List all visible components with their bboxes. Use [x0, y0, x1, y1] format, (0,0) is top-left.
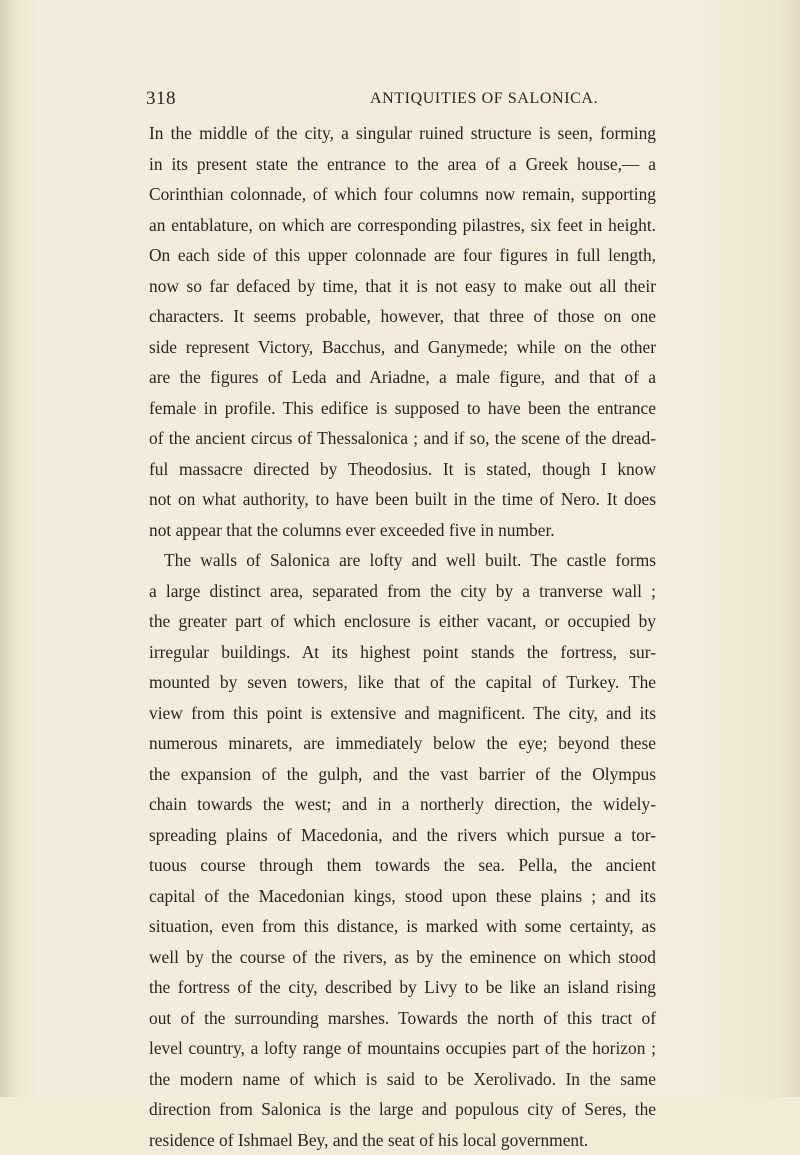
running-head: [0, 88, 800, 112]
text-line: In the middle of the city, a singular ruined structure is seen, forming: [149, 118, 656, 149]
text-line: mounted by seven towers, like that of the capital of Turkey. The: [149, 667, 656, 698]
text-line: of the ancient circus of Thessalonica ; and if so, the scene of the dread-: [149, 423, 656, 454]
text-line: side represent Victory, Bacchus, and Ganymede; while on the other: [149, 332, 656, 363]
spine-shadow: [0, 0, 18, 1097]
text-line: are the figures of Leda and Ariadne, a male figure, and that of a: [149, 362, 656, 393]
text-line: not on what authority, to have been built in the time of Nero. It does: [149, 484, 656, 515]
text-line: well by the course of the rivers, as by the eminence on which stood: [149, 942, 656, 973]
text-line: out of the surrounding marshes. Towards the north of this tract of: [149, 1003, 656, 1034]
text-line: the modern name of which is said to be Xerolivado. In the same: [149, 1064, 656, 1095]
text-line: residence of Ishmael Bey, and the seat of his local government.: [149, 1125, 656, 1155]
text-line: chain towards the west; and in a northerly direction, the widely-: [149, 789, 656, 820]
page-number: 318: [146, 88, 176, 110]
text-line: a large distinct area, separated from the city by a tranverse wall ;: [149, 576, 656, 607]
running-title: ANTIQUITIES OF SALONICA.: [370, 90, 598, 108]
text-line: the greater part of which enclosure is either vacant, or occupied by: [149, 606, 656, 637]
text-line: direction from Salonica is the large and populous city of Seres, the: [149, 1094, 656, 1125]
text-line: situation, even from this distance, is marked with some certainty, as: [149, 911, 656, 942]
text-line: characters. It seems probable, however, that three of those on one: [149, 301, 656, 332]
text-line: ful massacre directed by Theodosius. It is stated, though I know: [149, 454, 656, 485]
text-line: in its present state the entrance to the area of a Greek house,— a: [149, 149, 656, 180]
text-line: The walls of Salonica are lofty and well built. The castle forms: [149, 545, 656, 576]
text-line: spreading plains of Macedonia, and the rivers which pursue a tor-: [149, 820, 656, 851]
text-line: not appear that the columns ever exceeded five in number.: [149, 515, 656, 546]
text-line: tuous course through them towards the sea. Pella, the ancient: [149, 850, 656, 881]
body-text: [149, 118, 656, 1155]
text-line: numerous minarets, are immediately below the eye; beyond these: [149, 728, 656, 759]
text-line: view from this point is extensive and magnificent. The city, and its: [149, 698, 656, 729]
text-line: On each side of this upper colonnade are four figures in full length,: [149, 240, 656, 271]
text-line: irregular buildings. At its highest point stands the fortress, sur-: [149, 637, 656, 668]
text-line: capital of the Macedonian kings, stood upon these plains ; and its: [149, 881, 656, 912]
text-line: Corinthian colonnade, of which four columns now remain, supporting: [149, 179, 656, 210]
text-line: an entablature, on which are corresponding pilastres, six feet in height.: [149, 210, 656, 241]
text-line: the expansion of the gulph, and the vast barrier of the Olympus: [149, 759, 656, 790]
text-line: female in profile. This edifice is supposed to have been the entrance: [149, 393, 656, 424]
text-line: the fortress of the city, described by Livy to be like an island rising: [149, 972, 656, 1003]
text-line: level country, a lofty range of mountains occupies part of the horizon ;: [149, 1033, 656, 1064]
text-line: now so far defaced by time, that it is not easy to make out all their: [149, 271, 656, 302]
